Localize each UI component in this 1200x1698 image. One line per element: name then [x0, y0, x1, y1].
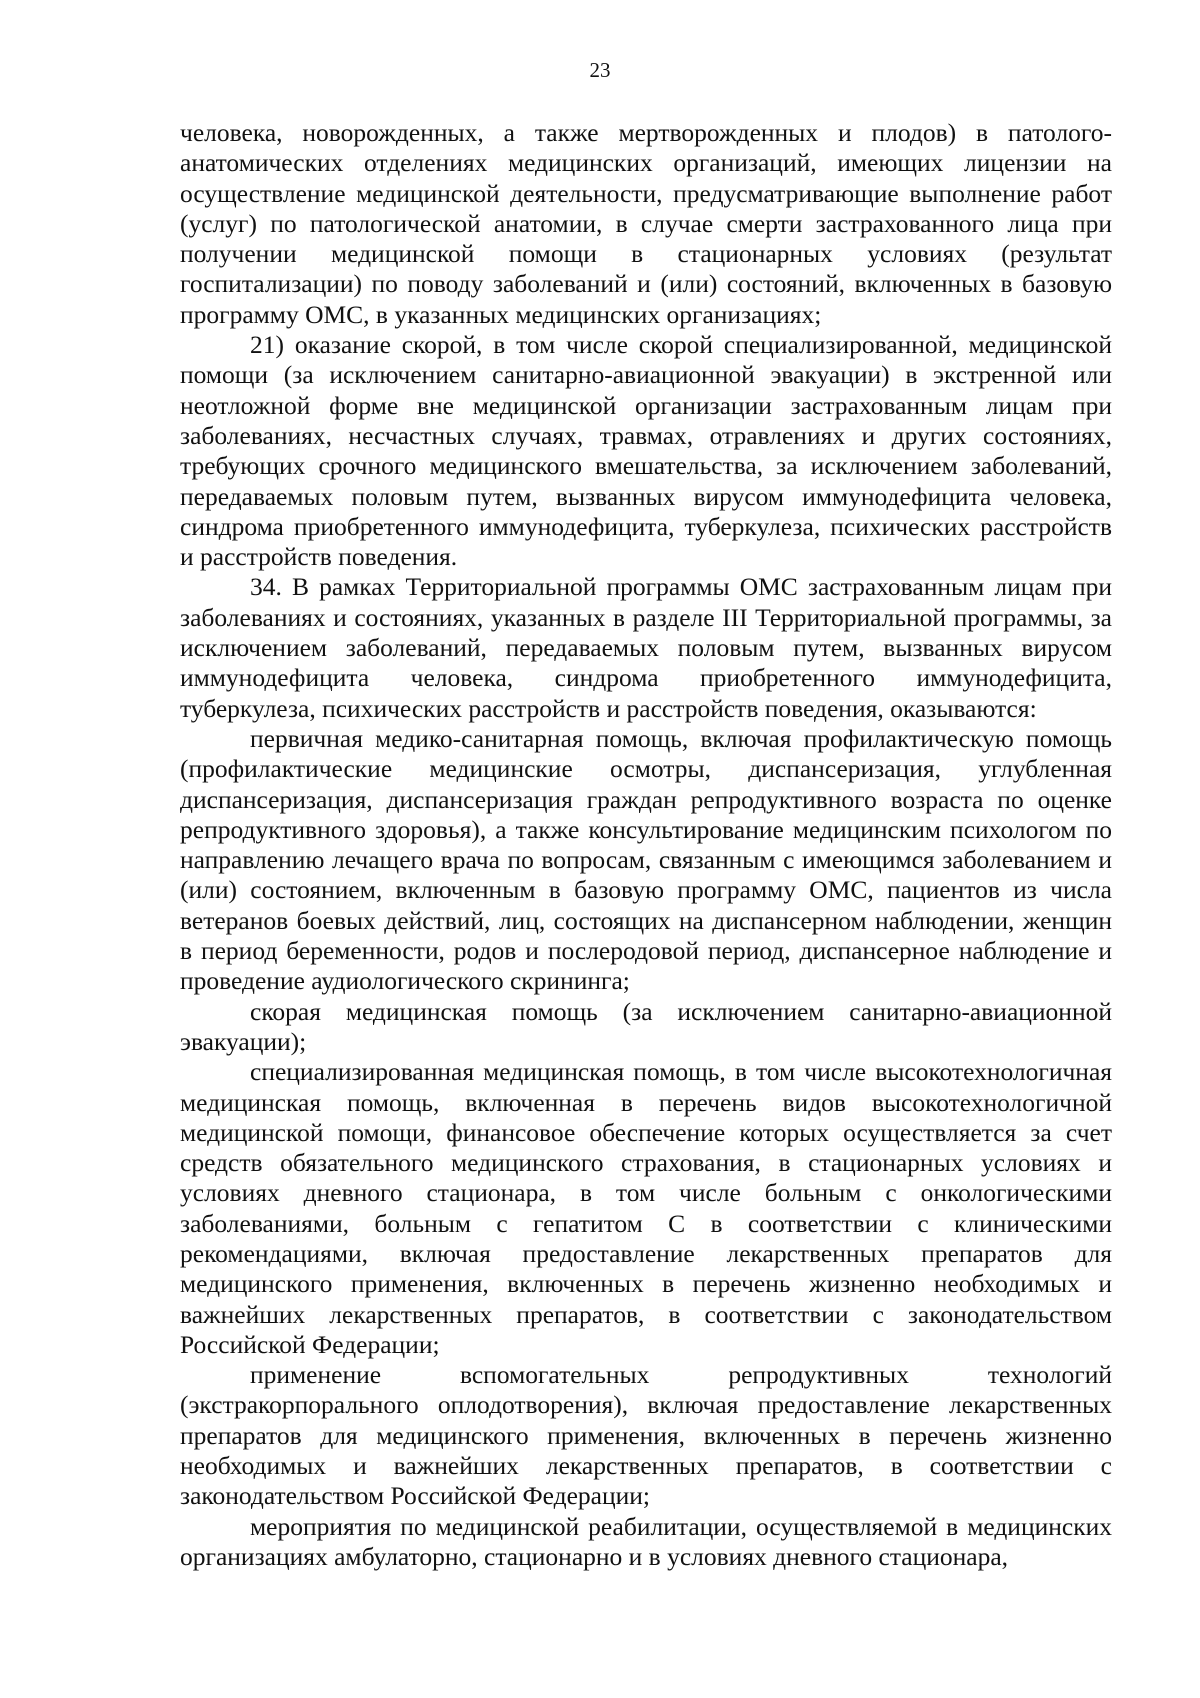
document-body	[180, 118, 1112, 1572]
paragraph-primary-care: первичная медико-санитарная помощь, включая профилактическую помощь (профилактические медицинские осмотры, диспансеризация, углубленная диспансеризация, диспансеризация граждан репродуктивного возраста по оценке репродуктивного здоровья), а также консультирование медицинским психологом по направлению лечащего врача по вопросам, связанным с имеющимся заболеванием и (или) состоянием, включенным в базовую программу ОМС, пациентов из числа ветеранов боевых действий, лиц, состоящих на диспансерном наблюдении, женщин в период беременности, родов и послеродовой период, диспансерное наблюдение и проведение аудиологического скрининга;	[180, 723, 1112, 996]
paragraph-specialized-care: специализированная медицинская помощь, в том числе высокотехнологичная медицинская помощь, включенная в перечень видов высокотехнологичной медицинской помощи, финансовое обеспечение которых осуществляется за счет средств обязательного медицинского страхования, в стационарных условиях и условиях дневного стационара, в том числе больным с онкологическими заболеваниями, больным с гепатитом С в соответствии с клиническими рекомендациями, включая предоставление лекарственных препаратов для медицинского применения, включенных в перечень жизненно необходимых и важнейших лекарственных препаратов, в соответствии с законодательством Российской Федерации;	[180, 1057, 1112, 1359]
paragraph-reproductive-technologies: применение вспомогательных репродуктивных технологий (экстракорпорального оплодотворения), включая предоставление лекарственных препаратов для медицинского применения, включенных в перечень жизненно необходимых и важнейших лекарственных препаратов, в соответствии с законодательством Российской Федерации;	[180, 1360, 1112, 1511]
paragraph-section-34: 34. В рамках Территориальной программы ОМС застрахованным лицам при заболеваниях и состояниях, указанных в разделе III Территориальной программы, за исключением заболеваний, передаваемых половым путем, вызванных вирусом иммунодефицита человека, синдрома приобретенного иммунодефицита, туберкулеза, психических расстройств и расстройств поведения, оказываются:	[180, 572, 1112, 723]
paragraph-item-21: 21) оказание скорой, в том числе скорой специализированной, медицинской помощи (за исключением санитарно-авиационной эвакуации) в экстренной или неотложной форме вне медицинской организации застрахованным лицам при заболеваниях, несчастных случаях, травмах, отравлениях и других состояниях, требующих срочного медицинского вмешательства, за исключением заболеваний, передаваемых половым путем, вызванных вирусом иммунодефицита человека, синдрома приобретенного иммунодефицита, туберкулеза, психических расстройств и расстройств поведения.	[180, 330, 1112, 572]
page-number: 23	[589, 58, 611, 82]
paragraph-continuation: человека, новорожденных, а также мертворожденных и плодов) в патолого-анатомических отделениях медицинских организаций, имеющих лицензии на осуществление медицинской деятельности, предусматривающие выполнение работ (услуг) по патологической анатомии, в случае смерти застрахованного лица при получении медицинской помощи в стационарных условиях (результат госпитализации) по поводу заболеваний и (или) состояний, включенных в базовую программу ОМС, в указанных медицинских организациях;	[180, 118, 1112, 329]
paragraph-emergency-care: скорая медицинская помощь (за исключением санитарно-авиационной эвакуации);	[180, 996, 1112, 1056]
paragraph-rehabilitation: мероприятия по медицинской реабилитации, осуществляемой в медицинских организациях амбулаторно, стационарно и в условиях дневного стационара,	[180, 1511, 1112, 1571]
